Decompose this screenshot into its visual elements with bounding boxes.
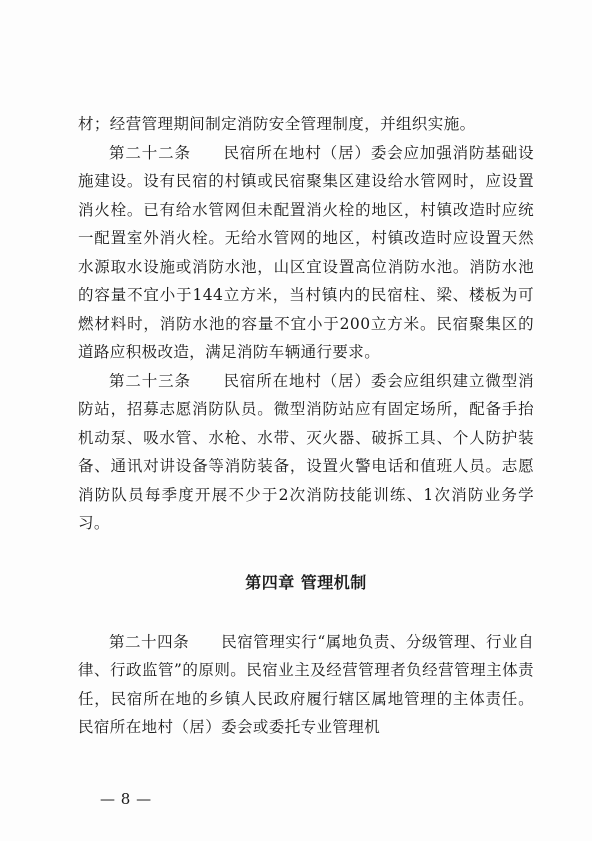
article-24-paragraph [78, 628, 534, 742]
paragraph-text: 材；经营管理期间制定消防安全管理制度，并组织实施。 [78, 115, 476, 133]
article-text: 民宿管理实行“属地负责、分级管理、行业自律、行政监管”的原则。民宿业主及经营管理者负经营管理主体责任，民宿所在地的乡镇人民政府履行辖区属地管理的主体责任。民宿所在地村（居）委会或委托专业管理机 [78, 632, 534, 736]
article-spacer [191, 144, 224, 162]
article-23-paragraph [78, 367, 534, 538]
page-number: — 8 — [100, 790, 152, 808]
document-body [78, 110, 534, 742]
article-number: 第二十二条 [109, 143, 191, 162]
article-text: 民宿所在地村（居）委会应组织建立微型消防站，招募志愿消防队员。微型消防站应有固定场所，配备手抬机动泵、吸水管、水枪、水带、灭火器、破拆工具、个人防护装备、通讯对讲设备等消防装备，设置火警电话和值班人员。志愿消防队员每季度开展不少于2次消防技能训练、1次消防业务学习。 [78, 371, 534, 532]
article-spacer [189, 633, 221, 651]
article-number: 第二十三条 [109, 371, 191, 390]
chapter-heading: 第四章 管理机制 [245, 572, 367, 592]
article-text: 民宿所在地村（居）委会应加强消防基础设施建设。设有民宿的村镇或民宿聚集区建设给水管网时，应设置消火栓。已有给水管网但未配置消火栓的地区，村镇改造时应统一配置室外消火栓。无给水管网的地区，村镇改造时应设置天然水源取水设施或消防水池，山区宜设置高位消防水池。消防水池的容量不宜小于144立方米，当村镇内的民宿柱、梁、楼板为可燃材料时，消防水池的容量不宜小于200立方米。民宿聚集区的道路应积极改造，满足消防车辆通行要求。 [78, 143, 534, 361]
article-22-paragraph [78, 139, 534, 367]
paragraph-continuation [78, 110, 534, 139]
article-number: 第二十四条 [109, 632, 190, 651]
article-spacer [191, 372, 224, 390]
